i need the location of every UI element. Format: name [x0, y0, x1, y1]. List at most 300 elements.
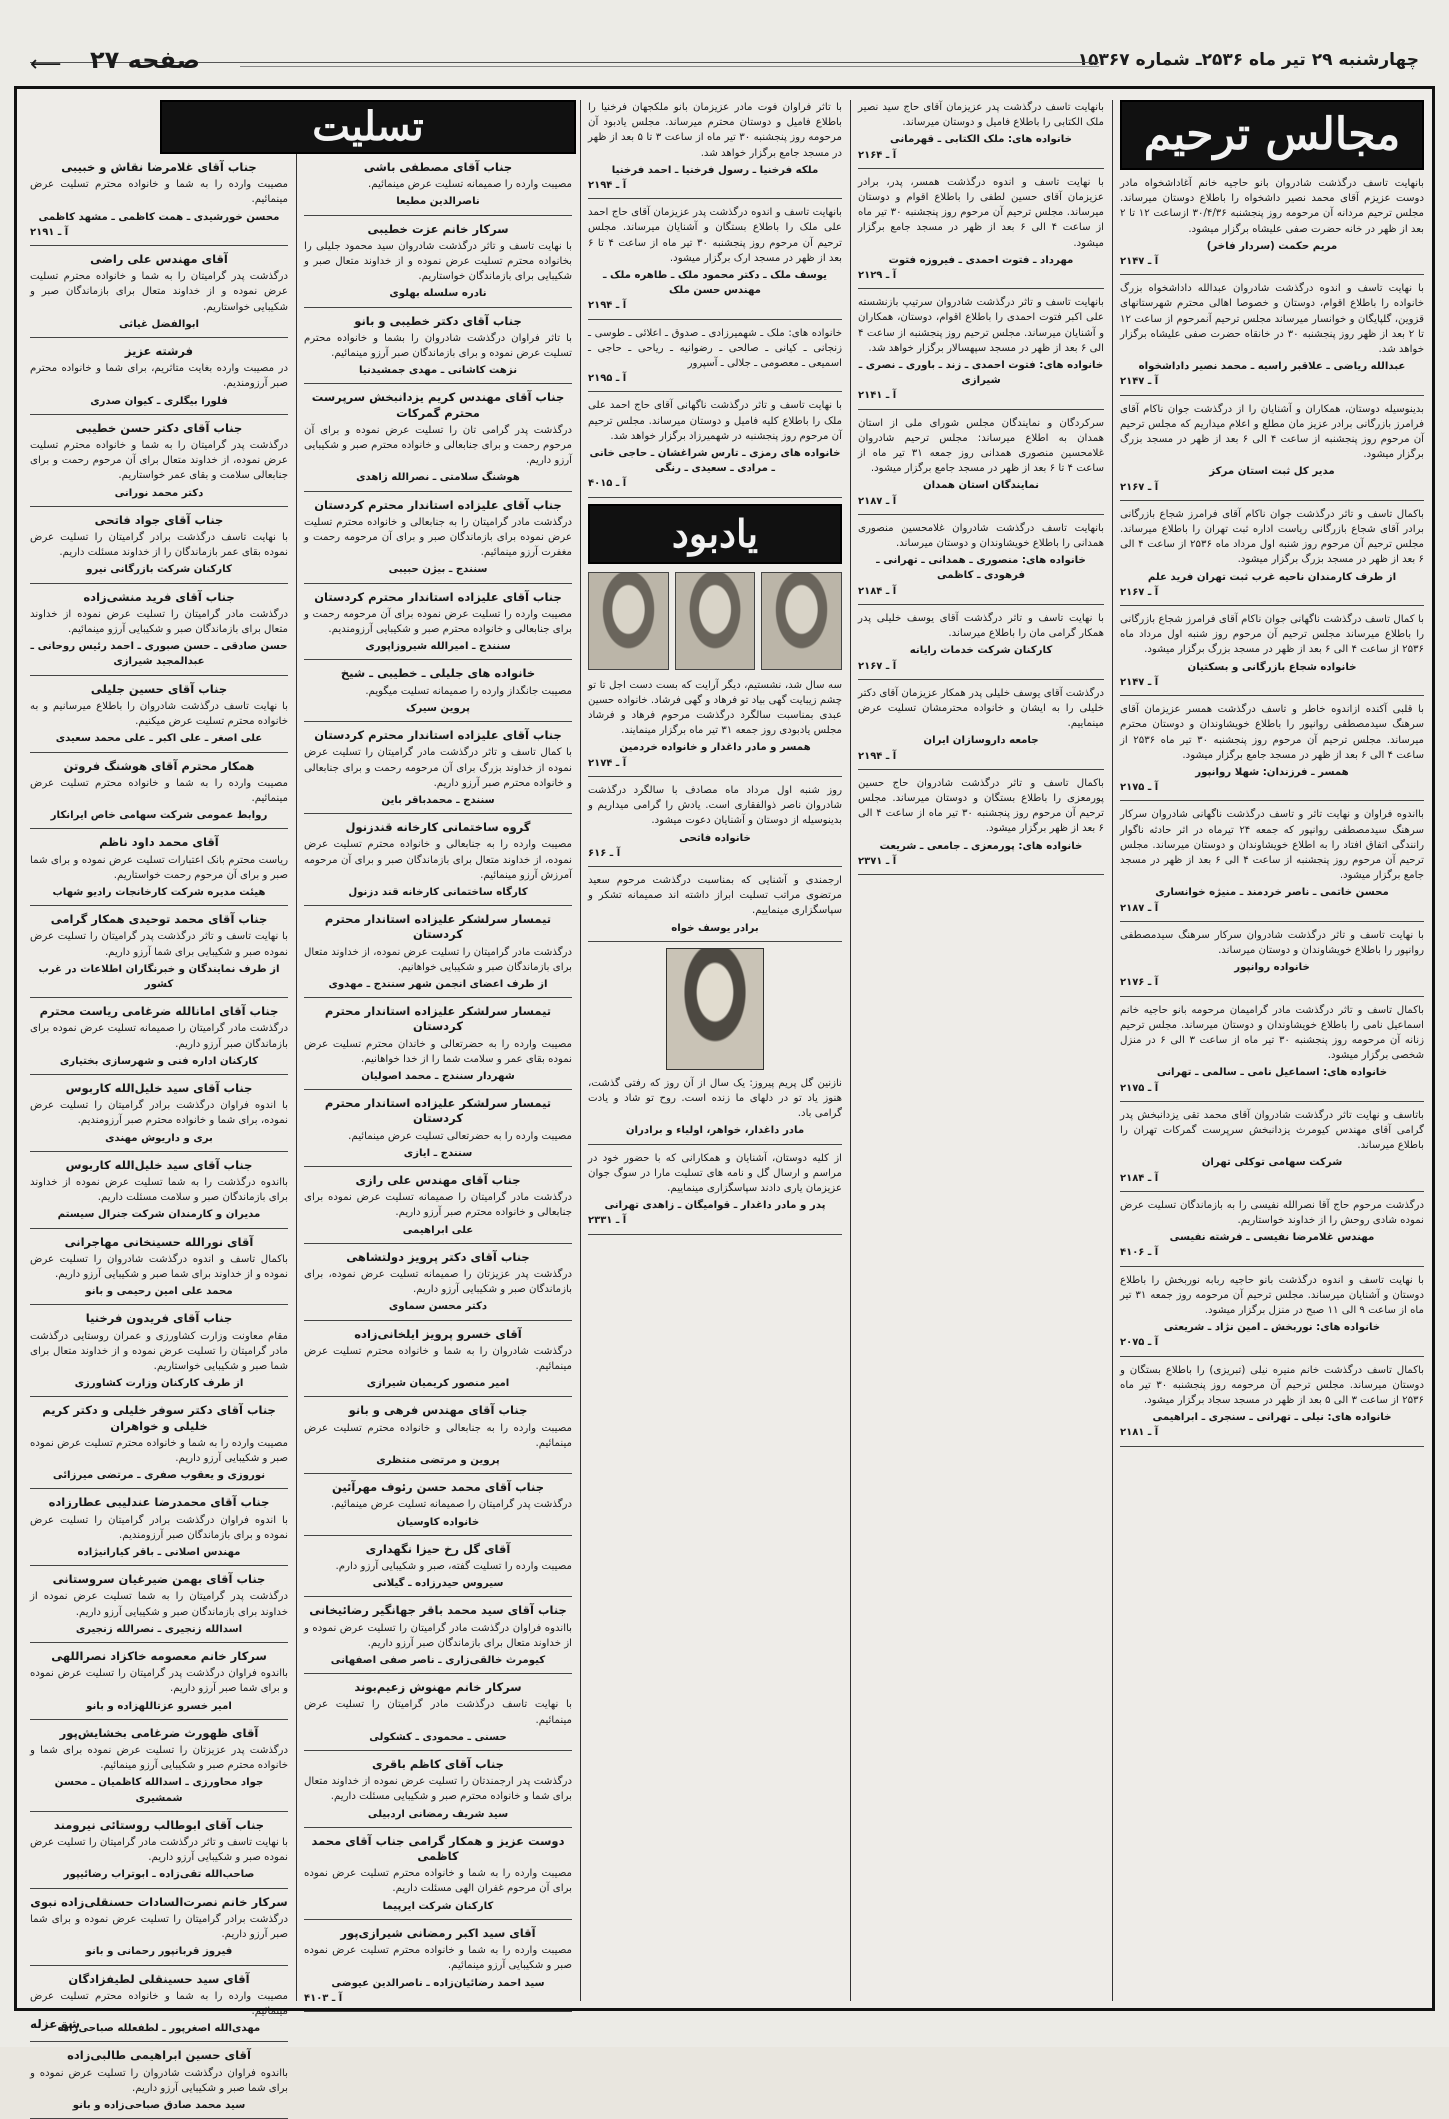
notice-code: آ ـ ۴۱۰۳ [304, 1992, 343, 2004]
notice-body: مصیبت وارده را به جنابعالی و خانواده محترم تسلیت عرض مینمائیم. [304, 1422, 572, 1449]
notice-heading: جناب آقای سید محمد باقر جهانگیر رضائیخانی [309, 1603, 567, 1618]
notice-code: آ ـ ۲۱۹۴ [588, 300, 627, 312]
notice-signature: فیروز قربانپور رحمانی و بانو [85, 1946, 233, 1958]
notice [30, 1726, 288, 1812]
page-arrow-icon: ⟵ [30, 52, 62, 77]
notice-body: مصیبت وارده را به شما و خانواده محترم تسلیت عرض نموده صبر و شکیبایی آرزو مینمائیم. [304, 1945, 572, 1972]
notice-code: آ ـ ۲۱۴۱ [858, 390, 897, 402]
notice-signature: مدیران و کارمندان شرکت جنرال سیستم [57, 1209, 261, 1221]
notice [30, 1649, 288, 1720]
notice-heading: جناب آقای محمد توحیدی همکار گرامی [50, 912, 268, 927]
notice [858, 521, 1104, 605]
notice [30, 912, 288, 998]
notice-signature: خانواده های: نوربخش ـ امین نژاد ـ شریعتی [1163, 1322, 1381, 1334]
notice [304, 1173, 572, 1244]
masthead [30, 40, 1419, 88]
notice-signature: از طرف نمایندگان و خبرنگاران اطلاعات در غرب کشور [38, 963, 280, 990]
notices-list-3 [588, 100, 842, 498]
notice-heading: جناب آقای کاظم باقری [372, 1757, 504, 1772]
notice-signature: کارکنان اداره فنی و شهرسازی بختیاری [59, 1055, 259, 1067]
notice-signature: خانواده های: پورمعزی ـ جامعی ـ شریعت [879, 840, 1083, 852]
notice-heading: جناب آقای سید خلیل‌الله کاربوس [65, 1157, 253, 1172]
notice-heading: جناب آقای غلامرضا نقاش و خبیبی [61, 160, 257, 174]
notice-body: نازنین گل پریم پیروز: یک سال از آن روز که رفتی گذشت، هنوز یاد تو در دلهای ما زنده است. روح تو شاد و یادت گرامی باد. [588, 1077, 842, 1120]
notice [304, 1327, 572, 1398]
notice-heading: جناب آقای دکتر حسن خطیبی [75, 420, 243, 435]
notice-heading: آقای ظهورث ضرغامی بخشایش‌پور [59, 1725, 259, 1740]
notice-signature: محمد علی امین رحیمی و بانو [85, 1286, 233, 1298]
notice-signature: سیروس حیدرزاده ـ گیلانی [372, 1578, 504, 1590]
notice-heading: فرشته عزیز [124, 344, 194, 359]
notice-body: با نهایت تاسف درگذشت شادروان را باطلاع میرسانیم و به خانواده محترم تسلیت عرض میکنیم. [30, 700, 288, 728]
notice [30, 252, 288, 338]
notice [30, 590, 288, 676]
notice [1120, 507, 1424, 606]
notice-body: مصیبت وارده را تسلیت گفته، صبر و شکیبایی آرزو دارم. [335, 1561, 572, 1573]
notice-heading: آقای مهندس علی راضی [90, 252, 228, 267]
notice-body: با تاثر فراوان درگذشت شادروان را بشما و خانواده محترم تسلیت عرض نموده و برای بازماندگان صبر آرزو مینمائیم. [304, 332, 572, 360]
notice [1120, 1363, 1424, 1447]
notice [30, 1403, 288, 1489]
notice-signature: اسدالله زنجیری ـ نصرالله زنجیری [75, 1623, 243, 1635]
notice-signature: سید محمد صادق صباحی‌زاده و بانو [72, 2099, 246, 2111]
notice [304, 160, 572, 216]
notice-code: آ ـ ۲۱۶۴ [858, 149, 897, 161]
notice-signature: ابوالفضل غیاثی [118, 318, 200, 330]
notice-heading: آقای نورالله حسینخانی مهاجرانی [64, 1234, 254, 1249]
notice [1120, 1108, 1424, 1192]
notice [30, 1311, 288, 1397]
notice [304, 1926, 572, 2012]
notice [30, 1572, 288, 1643]
notice [858, 416, 1104, 515]
notice-body: با نهایت تاسف و تاثر درگذشت آقای یوسف خلیلی پدر همکار گرامی مان را باطلاع میرساند. [858, 612, 1104, 640]
notice-code: آ ـ ۲۱۸۷ [858, 495, 897, 507]
notice-code: آ ـ ۲۱۹۵ [588, 373, 627, 385]
notice-heading: جناب آقای علیزاده استاندار محترم کردستان [314, 497, 562, 512]
notice [588, 783, 842, 867]
notices-list-2 [858, 100, 1104, 875]
notice-body: با اندوه فراوان درگذشت برادر گرامیتان را تسلیت عرض نموده و برای بازماندگان صبر آرزومندیم. [30, 1514, 288, 1541]
notice-body: بااندوه فراوان درگذشت پدر گرامیتان را تسلیت عرض نموده و برای شما صبر آرزو داریم. [30, 1668, 288, 1695]
notice-signature: از طرف کارکنان وزارت کشاورزی [74, 1378, 244, 1390]
notice [30, 344, 288, 415]
notice-code: آ ـ ۲۱۸۴ [858, 585, 897, 597]
notice-signature: جامعه داروسازان ایران [923, 735, 1039, 747]
column-rule [296, 100, 297, 2001]
notice-heading: جناب آقای حسین جلیلی [90, 681, 228, 696]
notice-signature: مهندس اصلانی ـ باقر کیارانیژاده [77, 1547, 241, 1559]
notice-body: درگذشت پدر ارجمندتان را تسلیت عرض نموده از خداوند متعال برای شما و خانواده محترم صبر و شکیبایی مسئلت داریم. [304, 1776, 572, 1803]
memorial-column [1120, 100, 1424, 2003]
notice [304, 820, 572, 906]
notice-code: آ ـ ۲۱۸۴ [1120, 1172, 1159, 1184]
notice-body: با نهایت تاسف درگذشت مادر گرامیتان را تسلیت عرض مینمائیم. [304, 1699, 572, 1726]
notice-signature: بری و داریوش مهندی [105, 1132, 213, 1144]
notice [588, 873, 842, 942]
notice-body: با نهایت تاسف و تاثر درگذشت پدر گرامیتان را تسلیت عرض نموده صبر و شکیبایی برای شما آرزو داریم. [30, 931, 288, 958]
notice-code: آ ـ ۲۱۹۴ [858, 750, 897, 762]
notice-heading: سرکار خانم مهنوش زعیم‌بوند [354, 1680, 522, 1695]
masthead-rule-secondary [240, 66, 1099, 67]
notice-body: باکمال تاسف و تاثر درگذشت مادر گرامیمان مرحومه بانو حاجیه خانم اسماعیل نامی را باطلاع خویشاوندان و دوستان میرساند. مجلس ترحیم زنانه آن مرحومه روز پنجشنبه ۳۰ تیر ماه از ساعت ۳ الی ۶ در منزل شخصی برگزار میشود. [1120, 1004, 1424, 1062]
notice-signature: خانواده های رمزی ـ تارس شراغشان ـ حاجی خانی ـ مرادی ـ سعیدی ـ رنگی [589, 448, 841, 475]
notice [304, 222, 572, 308]
notice [1120, 1003, 1424, 1102]
notice-body: درگذشت مادر گرامیتان را تسلیت عرض نموده از خداوند متعال برای بازماندگان صبر و شکیبایی آرزو مینمائیم. [30, 608, 288, 636]
notice-signature: مریم حکمت (سردار فاخر) [1206, 240, 1338, 252]
notice-body: درگذشت شادروان را به شما و خانواده محترم تسلیت عرض مینمائیم. [304, 1345, 572, 1372]
notice-signature: کارگاه ساختمانی کارخانه قند دزنول [348, 886, 528, 898]
notice [858, 686, 1104, 770]
notice-body: مصیبت وارده را صمیمانه تسلیت عرض مینمائیم. [368, 179, 572, 191]
notice [588, 100, 842, 199]
notice-body: مصیبت وارده را به شما و خانواده محترم تسلیت عرض مینمائیم. [30, 777, 288, 804]
remembrance-photos [588, 572, 842, 670]
notice-signature: نوروزی و یعقوب صفری ـ مرتضی میرزائی [52, 1470, 266, 1482]
notice-code: آ ـ ۲۱۹۱ [30, 226, 69, 238]
notice-heading: جناب آقای فرید منشی‌زاده [83, 589, 235, 604]
notice-body: ارجمندی و آشنایی که بمناسبت درگذشت مرحوم سعید مرتضوی مراتب تسلیت ابراز داشته اند صمیمانه تشکر و سپاسگزاری مینماییم. [588, 874, 842, 917]
notice-signature: صاحب‌الله تقی‌زاده ـ ابوتراب رضائیپور [63, 1869, 255, 1881]
notice [30, 1004, 288, 1075]
notice [1120, 702, 1424, 801]
notice-signature: مهرداد ـ فتوت احمدی ـ فیروزه فتوت [888, 254, 1074, 266]
notice-body: باکمال تاسف درگذشت خانم منیره نیلی (تبریزی) را باطلاع بستگان و دوستان میرساند. مجلس ترحیم آن مرحومه روز پنجشنبه ۳۰ تیر ماه ۲۵۳۶ از ساعت ۳ الی ۵ بعد از ظهر در مسجد سجاد برگزار میشود. [1120, 1364, 1424, 1407]
notice-code: آ ـ ۲۰۷۵ [1120, 1337, 1159, 1349]
notice-body: درگذشت پدر گرامی تان را تسلیت عرض نموده و برای آن مرحوم رحمت و برای جنابعالی و خانواده محترم صبر و شکیبایی آرزو داریم. [304, 424, 572, 467]
notice-body: سرکردگان و نمایندگان مجلس شورای ملی از استان همدان به اطلاع میرساند: مجلس ترحیم شادروان غلامحسین منصوری همدانی روز جمعه ۳۱ تیر ماه از ساعت ۴ تا ۶ بعد از ظهر در مسجد جامع برگزار میشود. [858, 417, 1104, 475]
notice [304, 1834, 572, 1920]
notice-code: آ ـ ۲۱۲۹ [858, 270, 897, 282]
notice-code: آ ـ ۲۱۶۷ [1120, 481, 1159, 493]
notice-signature: فلورا بیگلری ـ کیوان صدری [90, 395, 228, 407]
notice-heading: تیمسار سرلشکر علیزاده استاندار محترم کردستان [324, 1096, 552, 1126]
notice-body: باکمال تاسف و تاثر درگذشت جوان ناکام آقای فرامرز شجاع بازرگانی برادر آقای شجاع بازرگانی ریاست اداره ثبت تهران را باطلاع میرساند. مجلس ترحیم آن مرحوم روز شنبه اول مرداد ماه ۲۵۳۶ از ساعت ۴ الی ۶ بعد از ظهر در مسجد بزرگ برگزار میشود. [1120, 508, 1425, 566]
notice [588, 398, 842, 497]
notice-signature: از طرف کارمندان ناحیه غرب ثبت تهران فرید علم [1147, 571, 1397, 583]
notice-code: آ ـ ۲۱۷۶ [1120, 977, 1159, 989]
notice-signature: خانواده های: ملک الکتابی ـ قهرمانی [890, 134, 1072, 146]
notice [304, 498, 572, 584]
notice [30, 835, 288, 906]
notice-code: آ ـ ۶۱۶ [588, 847, 621, 859]
notice [30, 1895, 288, 1966]
notice-signature: خانواده های: اسماعیل نامی ـ سالمی ـ تهرانی [1156, 1067, 1388, 1079]
notice [304, 1542, 572, 1598]
notice-heading: جناب آقای مهندس علی رازی [355, 1172, 521, 1187]
notice-body: در مصیبت وارده بغایت متاثریم، برای شما و خانواده محترم صبر آرزومندیم. [30, 363, 288, 390]
page-number: صفحه ۲۷ [90, 46, 200, 74]
notice-heading: جناب آقای بهمن ضیرغیان سروستانی [52, 1572, 266, 1587]
notice-signature: کیومرث خالقی‌زاری ـ ناصر صفی اصفهانی [330, 1655, 546, 1667]
notice-code: آ ـ ۲۱۶۷ [858, 660, 897, 672]
notice-body: درگذشت پدر گرامیتان را به شما و خانواده محترم تسلیت عرض نموده و از خداوند متعال برای بازماندگان صبر و شکیبایی خواستاریم. [30, 271, 288, 313]
notice-body: مصیبت وارده را تسلیت عرض نموده برای آن مرحومه رحمت و برای جنابعالی و خانواده محترم صبر و شکیبایی آرزومندیم. [304, 608, 572, 636]
notice-signature: دکتر محمد نورانی [114, 487, 204, 499]
notice-signature: همسر و مادر داغدار و خانواده خردمین [619, 742, 811, 754]
notice-heading: خانواده های جلیلی ـ خطیبی ـ شیخ [340, 666, 536, 681]
notice-body: سه سال شد، نشستیم، دیگر آرایت که بست دست اجل تا تو چشم زیبایت گهی بیاد تو فرهاد و گهی فرشاد. خانواده حسین عبدی بمناسبت سالگرد درگذشت مرحوم فرهاد و فرشاد مجلس یادبودی روز جمعه ۳۱ تیر ماه برگزار مینمایند. [588, 679, 842, 737]
memorial-notices [1120, 176, 1424, 1447]
notice-signature: سنندج ـ ایازی [403, 1147, 473, 1159]
notice-heading: آقای سید حسینقلی لطیفزادگان [68, 1971, 250, 1986]
notice-heading: جناب آقای دکتر پرویز دولتشاهی [346, 1249, 530, 1264]
notice [1120, 807, 1424, 921]
condolence-column-2 [304, 158, 572, 2003]
portrait-photo [666, 948, 764, 1070]
portrait-photo [761, 572, 842, 670]
notice-body: مصیبت وارده را به حضرتعالی و خاندان محترم تسلیت عرض نموده بقای عمر و سلامت شما را از خدا خواهانیم. [304, 1038, 572, 1065]
notice [588, 678, 842, 777]
notice-signature: یوسف ملک ـ دکتر محمود ملک ـ طاهره ملک ـ مهندس حسن ملک [602, 270, 827, 297]
notice-heading: سرکار خانم معصومه خاکزاد نصراللهی [51, 1649, 267, 1664]
notice-body: بااندوه فراوان درگذشت شادروان را تسلیت عرض نموده و برای شما صبر و شکیبایی آرزو داریم. [30, 2067, 288, 2094]
notice-signature: امیر منصور کریمیان شیرازی [366, 1378, 510, 1390]
notice-body: بااندوه درگذشت را به شما تسلیت عرض نموده از خداوند برای بازماندگان صبر و سلامت مسئلت داریم. [30, 1176, 288, 1204]
notice-heading: جناب آقای علیزاده استاندار محترم کردستان [314, 589, 562, 604]
notice-body: مصیبت وارده را به حضرتعالی تسلیت عرض مینمائیم. [348, 1130, 572, 1142]
notice-signature: سید احمد رضائیان‌زاده ـ ناصرالدین عیوضی [331, 1977, 545, 1989]
notice [30, 1081, 288, 1152]
notice-heading: تیمسار سرلشکر علیزاده استاندار محترم کردستان [324, 912, 552, 942]
notice-body: با نهایت تاسف و تاثر درگذشت شادروان سید محمود جلیلی را بخانواده محترم تسلیت عرض نموده و از خداوند متعال صبر و شکیبایی برای بازماندگان خواستاریم. [304, 240, 572, 283]
notice-body: درگذشت پدر عزیزتان را صمیمانه تسلیت عرض نموده، برای بازماندگان صبر و شکیبایی آرزو داریم. [304, 1268, 572, 1296]
notice-code: آ ـ ۲۱۷۴ [588, 757, 627, 769]
notice-body: باکمال تاسف و تاثر درگذشت شادروان حاج حسین پورمعزی را باطلاع بستگان و دوستان میرساند. مجلس ترحیم آن مرحوم روز پنجشنبه ۳۰ تیر ماه از ساعت ۴ الی ۶ بعد از ظهر برگزار میشود. [858, 777, 1104, 835]
notice-signature: نادره سلسله بهلوی [389, 288, 487, 300]
issue-date-line: چهارشنبه ۲۹ تیر ماه ۲۵۳۶ـ شماره ۱۵۳۶۷ [1077, 50, 1419, 70]
notice [304, 1096, 572, 1167]
notice [304, 912, 572, 998]
notice-heading: جناب آقای فریدون فرخنیا [85, 1311, 233, 1326]
notice-body: بانهایت تاسف درگذشت شادروان غلامحسین منصوری همدانی را باطلاع خویشاوندان و دوستان میرساند. [858, 522, 1104, 550]
notice [30, 1235, 288, 1306]
notice [858, 611, 1104, 680]
notice-signature: سنندج ـ بیژن حبیبی [388, 564, 488, 576]
notice-signature: پروین و مرتضی منتظری [376, 1455, 500, 1467]
notice-body: درگذشت پدر گرامیتان را صمیمانه تسلیت عرض مینمائیم. [330, 1499, 572, 1511]
notice-body: با قلبی آکنده ازاندوه خاطر و تاسف درگذشت همسر عزیزمان آقای سرهنگ سیدمصطفی روانپور را باطلاع خویشاوندان و دوستان محترم میرساند. مجلس ترحیم آن مرحوم روز پنجشنبه ۳۰ تیر ماه ۲۵۳۶ از ساعت ۴ الی ۶ بعد از ظهر در مسجد جامع برگزار میشود. [1120, 704, 1424, 761]
notice-body: با نهایت تاسف و اندوه درگذشت بانو حاجیه ربابه نوربخش را باطلاع دوستان و آشنایان میرساند. مجلس ترحیم آن مرحومه روز جمعه ۳۱ تیر ماه از ساعت ۹ الی ۱۱ صبح در منزل برگزار میشود. [1120, 1274, 1424, 1316]
notice-signature: دکتر محسن سماوی [388, 1301, 488, 1313]
notice-signature: محسن خورشیدی ـ همت کاظمی ـ مشهد کاظمی [38, 211, 280, 223]
notice-signature: جواد محاورزی ـ اسدالله کاظمیان ـ محسن شمشیری [54, 1777, 264, 1804]
notice-signature: از طرف اعضای انجمن شهر سنندج ـ مهدوی [328, 978, 548, 990]
notice-body: باتاسف و نهایت تاثر درگذشت شادروان آقای محمد تقی یزدانبخش پدر گرامی آقای مهندس کیومرث یزدانبخش سرپرست گمرکات تهران را باطلاع میرساند. [1120, 1109, 1424, 1152]
notice-heading: گروه ساختمانی کارخانه قندزنول [345, 820, 531, 835]
notice [304, 390, 572, 491]
notice-body: مصیبت وارده را به شما و خانواده محترم تسلیت عرض نموده برای آن مرحوم غفران الهی مسئلت داریم. [304, 1868, 572, 1895]
remembrance-notices [588, 678, 842, 1235]
notice [858, 776, 1104, 875]
notice [304, 1603, 572, 1674]
notice-signature: حسن صادقی ـ حسن صبوری ـ احمد رئیس روحانی ـ عبدالمجید شیرازی [30, 641, 288, 668]
notice-signature: شهردار سنندج ـ محمد اصولیان [361, 1070, 515, 1082]
notice [30, 1158, 288, 1229]
notice-body: با نهایت تاسف و تاثر درگذشت مادر گرامیتان را تسلیت عرض نموده صبر و شکیبایی آرزو داریم. [30, 1837, 288, 1864]
portrait-photo [588, 572, 669, 670]
notice [30, 682, 288, 753]
notice-code: آ ـ ۲۱۸۱ [1120, 1427, 1159, 1439]
notice-body: بانهایت تاسف و اندوه درگذشت پدر عزیزمان آقای حاج احمد علی ملک را باطلاع بستگان و آشنایان میرساند. مجلس ترحیم آن مرحوم روز پنجشنبه ۳۰ تیر ماه از ساعت ۴ تا ۶ بعد از ظهر در مسجد ارک برگزار میشود. [588, 207, 842, 264]
notice-heading: آقای سید اکبر رمضانی شیرازی‌پور [340, 1925, 536, 1940]
notice [304, 1403, 572, 1474]
notice-body: مصیبت وارده را به شما و خانواده محترم تسلیت عرض نموده صبر و شکیبایی آرزو داریم. [30, 1437, 288, 1465]
notice-code: آ ـ ۲۱۹۴ [588, 180, 627, 192]
notice-heading: جناب آقای دکتر سوفر خلیلی و دکتر کریم خلیلی و خواهران [42, 1403, 276, 1433]
notice-body: مصیبت جانگداز وارده را صمیمانه تسلیت میگویم. [365, 685, 572, 697]
notice-body: درگذشت پدر عزیزتان را تسلیت عرض نموده برای شما و خانواده محترم صبر و شکیبایی آرزو مینمائیم. [30, 1745, 288, 1772]
notice-code: آ ـ ۲۳۷۱ [858, 855, 897, 867]
notice-signature: علی ابراهیمی [402, 1224, 474, 1236]
notice-heading: جناب آقای سید خلیل‌الله کاربوس [65, 1080, 253, 1095]
notice-signature: علی اصغر ـ علی اکبر ـ علی محمد سعیدی [55, 733, 263, 745]
notice-heading: آقای محمد داود ناظم [99, 835, 219, 850]
notice-signature: خانواده شجاع بازرگانی و بسکتیان [1187, 661, 1357, 673]
notice-heading: جناب آقای محمد حسن رئوف مهرآئین [332, 1480, 544, 1495]
notice-body: مقام معاونت وزارت کشاورزی و عمران روستایی درگذشت مادر گرامیتان را تسلیت عرض نموده و از خداوند متعال برای شما صبر و شکیبایی خواستاریم. [30, 1330, 288, 1372]
notice-heading: آقای خسرو پرویز ایلخانی‌زاده [354, 1326, 522, 1341]
notice-body: درگذشت پدر گرامیتان را به شما تسلیت عرض نموده از خداوند برای بازماندگان صبر و شکیبایی آرزو داریم. [30, 1591, 288, 1618]
notice [30, 759, 288, 830]
notice-signature: خانواده های: منصوری ـ همدانی ـ تهرانی ـ فرهودی ـ کاظمی [876, 555, 1086, 582]
notice-signature: امیر خسرو عزتاللهزاده و بانو [86, 1700, 232, 1712]
column-rule [850, 100, 851, 2001]
notice [304, 1680, 572, 1751]
notice-body: روز شنبه اول مرداد ماه مصادف با سالگرد درگذشت شادروان ناصر ذوالفقاری است. یادش را گرامی میداریم و بدینوسیله از دوستان و آشنایان دعوت میشود. [588, 784, 842, 827]
notice [588, 1151, 842, 1235]
notice-body: ریاست محترم بانک اعتبارات تسلیت عرض نموده و برای شما صبر و برای آن مرحوم رحمت خواستاریم. [30, 854, 288, 881]
notice [858, 100, 1104, 169]
notice-signature: حسنی ـ محمودی ـ کشکولی [369, 1731, 507, 1743]
notice [1120, 1273, 1424, 1357]
notice-body: مصیبت وارده را به جنابعالی و خانواده محترم تسلیت عرض نموده، از خداوند متعال برای بازماندگان صبر و برای آن مرحومه آمرزش آرزو مینمائیم. [304, 839, 572, 881]
notice-signature: خانواده فاتحی [679, 832, 751, 844]
notice-body: با کمال تاسف و تاثر درگذشت مادر گرامیتان را تسلیت عرض نموده از خداوند بزرگ برای آن مرحومه رحمت و برای جنابعالی و خانواده محترم صبر آرزو داریم. [304, 747, 572, 789]
notices-column-3 [588, 100, 842, 2003]
notice [1120, 281, 1424, 395]
notice-signature: پدر و مادر داغدار ـ قوامیگان ـ زاهدی تهرانی [604, 1200, 826, 1212]
notice-signature: روابط عمومی شرکت سهامی خاص ایرانکار [50, 810, 268, 822]
notice-signature: مهدی‌الله اصغرپور ـ لطفعلله صباحی‌زاده [57, 2023, 261, 2035]
notice-body: بااندوه فراوان درگذشت مادر گرامیتان را تسلیت عرض نموده و از خداوند متعال برای بازماندگان صبر آرزو داریم. [304, 1622, 572, 1649]
notice-signature: خانواده های: نیلی ـ تهرانی ـ سنجری ـ ابراهیمی [1152, 1412, 1392, 1424]
notice-code: آ ـ ۲۳۳۱ [588, 1215, 627, 1227]
notice-body: با کمال تاسف درگذشت ناگهانی جوان ناکام آقای فرامرز شجاع بازرگانی را باطلاع میرساند مجلس ترحیم آن مرحوم روز شنبه اول مرداد ماه ۲۵۳۶ از ساعت ۴ الی ۶ بعد از ظهر در مسجد بزرگ برگزار میشود. [1120, 614, 1424, 656]
notice [1120, 612, 1424, 696]
notice-signature: کارکنان شرکت ایرپیما [382, 1900, 494, 1912]
notice-body: با نهایت تاسف و اندوه درگذشت شادروان عبدالله داداشخواه بزرگ خانواده را باطلاع اقوام، دوستان و خصوصا اهالی محترم شهرستانهای قزوین، گلپایگان و خوانسار میرساند مجلس ترحیم آنمرحوم از ساعت ۱۲ تا ۲ بعد از ظهر روز پنجشنبه ۳۰ در خانقاه حضرت صفی علیشاه برگزار خواهد شد. [1120, 283, 1424, 356]
notice [304, 314, 572, 385]
notice-body: درگذشت مادر گرامیتان را تسلیت عرض نموده، از خداوند متعال برای بازماندگان صبر و شکیبایی خواهانیم. [304, 946, 572, 973]
notice-signature: محسن خاتمی ـ ناصر خردمند ـ منیژه خوانساری [1155, 887, 1389, 899]
memorial-banner: مجالس ترحیم [1120, 100, 1424, 170]
notice [588, 326, 842, 393]
notice-body: مصیبت وارده را به شما و خانواده محترم تسلیت عرض مینمائیم. [30, 179, 288, 206]
notice-code: آ ـ ۲۱۶۷ [1120, 586, 1159, 598]
notice-signature: برادر یوسف خواه [671, 922, 759, 934]
condolence-list-2 [304, 160, 572, 2012]
notice-body: خانواده های: ملک ـ شهمیرزادی ـ صدوق ـ اعلائی ـ طوسی ـ زنجانی ـ کیانی ـ صالحی ـ رضوانیه ـ ریاحی ـ حاجی ـ اسمیعی ـ معصومی ـ جلالی ـ آسپرور [588, 327, 842, 370]
notice-body: درگذشت پدر گرامیتان را به شما و خانواده محترم تسلیت عرض نموده، از خداوند متعال برای آن مرحوم رحمت و برای جنابعالی سلامت و بقای عمر خواستاریم. [30, 440, 288, 482]
notice-heading: جناب آقای دکتر خطیبی و بانو [354, 313, 522, 328]
condolence-list-1 [30, 160, 288, 2119]
notice [304, 728, 572, 814]
notice [858, 175, 1104, 289]
notice-body: با نهایت تاسف و تاثر درگذشت شادروان سرکار سرهنگ سیدمصطفی روانپور را باطلاع خویشاوندان و دوستان میرساند. [1120, 929, 1424, 956]
notice-heading: آقای حسین ابراهیمی طالبی‌زاده [67, 2048, 251, 2063]
notice-signature: همسر ـ فرزندان: شهلا روانپور [1195, 766, 1349, 778]
notice [30, 1818, 288, 1889]
column-rule [1112, 100, 1113, 2001]
notice [30, 160, 288, 246]
notice-body: درگذشت آقای یوسف خلیلی پدر همکار عزیزمان آقای دکتر خلیلی را به ایشان و خانواده محترمشان تسلیت عرض مینماییم. [858, 687, 1104, 730]
notice-body: از کلیه دوستان، آشنایان و همکارانی که با حضور خود در مراسم و ارسال گل و نامه های تسلیت مارا در سوگ جوان عزیزمان یاری دادند سپاسگزاری مینماییم. [588, 1152, 842, 1194]
notice-signature: ناصرالدین مطیعا [396, 196, 480, 208]
notice-heading: جناب آقای علیزاده استاندار محترم کردستان [314, 728, 562, 743]
notice-heading: جناب آقای ابوطالب روستائی نیرومند [53, 1817, 265, 1832]
notice-code: آ ـ ۲۱۷۵ [1120, 1082, 1159, 1094]
footer-signature: شق‌عزله [30, 2017, 81, 2031]
notice [1120, 176, 1424, 275]
notice-body: با تاثر فراوان فوت مادر عزیزمان بانو ملکجهان فرخنیا را باطلاع فامیل و دوستان محترم میرساند. مجلس یادبود آن مرحومه روز پنجشنبه ۳۰ تیر ماه از ساعت ۳ تا ۵ بعد از ظهر در مسجد جامع برگزار خواهد شد. [588, 102, 842, 159]
notice-signature: مهندس غلامرضا نفیسی ـ فرشته نفیسی [1169, 1232, 1375, 1244]
notice-code: آ ـ ۲۱۴۷ [1120, 676, 1159, 688]
notice-heading: جناب آقای جواد فاتحی [94, 512, 224, 527]
notice-body: بانهایت تاسف و تاثر درگذشت شادروان سرتیپ بازنشسته علی اکبر فتوت احمدی را باطلاع اقوام، دوستان، همکاران و آشنایان میرساند. مجلس ترحیم روز پنجشنبه از ساعت ۴ الی ۶ بعد از ظهر در مسجد سپهسالار برگزار خواهد شد. [858, 297, 1104, 354]
notice-signature: خانواده کاوسیان [396, 1516, 480, 1528]
notice-body: درگذشت مادر گرامیتان را صمیمانه تسلیت عرض نموده برای بازماندگان صبر آرزو داریم. [30, 1023, 288, 1050]
notice-body: باکمال تاسف و اندوه درگذشت شادروان را تسلیت عرض نموده و از خداوند برای شما صبر و شکیبایی آرزو داریم. [30, 1253, 288, 1280]
notice [304, 1250, 572, 1321]
notice-signature: نمایندگان استان همدان [922, 480, 1040, 492]
notice [30, 2048, 288, 2119]
portrait-photo [675, 572, 756, 670]
notice-signature: خانواده روانپور [1234, 962, 1310, 974]
notice [588, 948, 842, 1145]
notice-body: درگذشت برادر گرامیتان را تسلیت عرض نموده و برای شما صبر آرزو داریم. [30, 1913, 288, 1941]
notice-signature: ملکه فرخنیا ـ رسول فرخنیا ـ احمد فرخنیا [611, 164, 819, 176]
notice [30, 1495, 288, 1566]
notice-signature: شرکت سهامی توکلی تهران [1201, 1157, 1343, 1169]
notice-signature: کارکنان شرکت بازرگانی نیرو [86, 564, 232, 576]
notice-signature: سید شریف رمضانی اردبیلی [367, 1808, 509, 1820]
notice [304, 590, 572, 661]
notice-code: آ ـ ۲۱۴۷ [1120, 256, 1159, 268]
notice [1120, 1198, 1424, 1267]
notice-body: با نهایت تاسف و اندوه درگذشت همسر، پدر، برادر عزیزمان آقای حسین لطفی را باطلاع اقوام و دوستان میرساند. مجلس ترحیم آن مرحوم روز پنجشنبه ۳۰ تیر ماه از ساعت ۴ الی ۶ بعد از ظهر در مسجد جامع برگزار میشود. [858, 176, 1105, 249]
remembrance-banner: یادبود [588, 504, 842, 564]
notice-body: بانهایت تاسف درگذشت شادروان بانو حاجیه خانم آغاداشخواه مادر دوست عزیزم آقای محمد نصیر داشخواه را باطلاع دوستان میرساند. مجلس ترحیم مردانه آن مرحومه روز پنجشنبه ۳۰/۴/۳۶ ازساعت ۱۲ تا ۲ بعد از ظهر در خانه حضرت صفی علیشاه برگزار میشود. [1120, 178, 1424, 235]
notice-body: درگذشت مادر گرامیتان را به جنابعالی و خانواده محترم تسلیت عرض نموده برای بازماندگان صبر و برای آن مرحومه رحمت و مغفرت آرزو مینمائیم. [304, 516, 572, 559]
notice-heading: جناب آقای محمدرضا عندلیبی عطارزاده [48, 1495, 270, 1510]
notice-body: با نهایت تاسف درگذشت برادر گرامیتان را تسلیت عرض نموده بقای عمر بازماندگان را از خداوند مسئلت داریم. [30, 532, 288, 559]
notice [304, 1004, 572, 1090]
notice-code: آ ـ ۲۱۴۷ [1120, 376, 1159, 388]
notice-heading: آقای گل رخ حیزا نگهداری [365, 1541, 511, 1556]
notice-heading: جناب آقای مهندس کریم یزدانبخش سرپرست محترم گمرکات [311, 390, 565, 420]
notice-signature: پروین سیرک [406, 702, 470, 714]
notice-signature: سنندج ـ امیرالله شیروزاپوری [365, 641, 511, 653]
notice-code: آ ـ ۴۱۰۶ [1120, 1247, 1159, 1259]
notice [588, 205, 842, 319]
notice-body: بدینوسیله دوستان، همکاران و آشنایان را از درگذشت جوان ناکام آقای فرامرز بازرگانی برادر عزیز مان مطلع و اعلام میداریم که مجلس ترحیم آن مرحوم روز پنجشنبه از ساعت ۴ الی ۶ بعد از ظهر در مسجد بزرگ برگزار میشود. [1120, 403, 1425, 461]
notice-body: درگذشت مادر گرامیتان را صمیمانه تسلیت عرض نموده برای جنابعالی و خانواده محترم صبر آرزو داریم. [304, 1192, 572, 1219]
notice-signature: هوشنگ سلامتی ـ نصرالله زاهدی [356, 472, 520, 484]
notice-signature: عبدالله ریاضی ـ علاقبر راسیه ـ محمد نصیر داداشخواه [1138, 361, 1406, 373]
column-rule [580, 100, 581, 2001]
